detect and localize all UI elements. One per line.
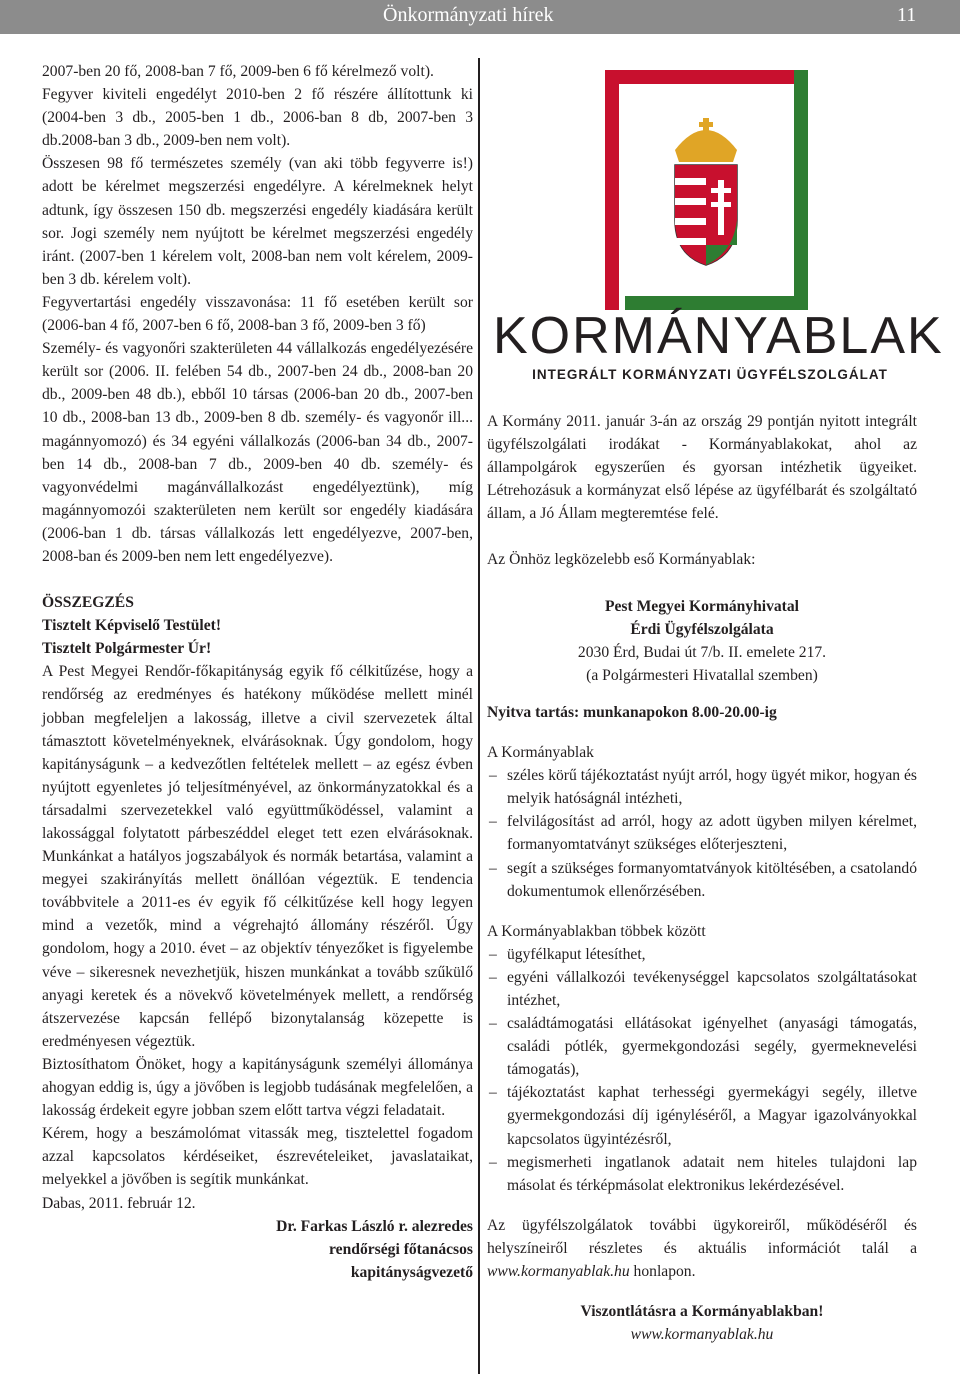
paragraph: A Kormány 2011. január 3-án az ország 29 pontján nyitott integrált ügyfélszolgálati irodákat - Kormányablakokat, ahol az állampolgárok egyszerűen és gyorsan intézhetik ügyeiket. Létrehozásuk a kormányzat első lépése az ügyfélbarát és szolgáltató állam, a Jó Állam megteremtése felé. — [487, 413, 917, 523]
website-link[interactable]: www.kormanyablak.hu — [630, 1326, 774, 1344]
kormanyablak-logo — [485, 60, 944, 400]
list-item: – széles körű tájékoztatást nyújt arról, hogy ügyét mikor, hogyan és melyik hatóságnál intézheti, — [487, 764, 917, 810]
right-column — [487, 410, 917, 1346]
signature-title: kapitányságvezető — [350, 1263, 473, 1281]
signature-title: rendőrségi főtanácsos — [329, 1240, 473, 1258]
summary-heading: ÖSSZEGZÉS — [42, 594, 134, 612]
closing-text: Az ügyfélszolgálatok további ügykoreiről, működéséről és helyszíneiről részletes és aktuális információt talál a — [487, 1216, 917, 1257]
paragraph: Személy- és vagyonőri szakterületen 44 vállalkozás engedélyezésére került sor (2006. II. felében 54 db., 2007-ben 24 db., 2008-ban 20 db., 2009-ben 48 db.), ebből 10 társas (2006-ban 20 db., 2007-ben 10 db., 2008-ban 13 db., 2009-ben 8 db. személy- és vagyonőr ill... magánnyomozó) és 34 egyéni vállalkozás (2006-ban 34 db., 2007-ben 14 db., 2008-ban 7 db., 2009-ben 40 db. személy- és vagyonvédelmi magánvállalkozást engedélyeztünk), míg magánnyomozói szakterületen nem került sor engedély kiadására (2006-ban 1 db. társas vállalkozás lett engedélyezve, 2007-ben, 2008-ban és 2009-ben nem lett engedélyezve). — [42, 340, 473, 565]
logo-brand-text: KORMÁNYABLAK — [493, 307, 944, 365]
left-column — [42, 60, 473, 1284]
closing-suffix: honlapon. — [629, 1263, 696, 1280]
date-line: Dabas, 2011. február 12. — [42, 1194, 196, 1212]
farewell: Viszontlátásra a Kormányablakban! — [580, 1303, 824, 1321]
page-number: 11 — [897, 4, 917, 26]
salutation: Tisztelt Képviselő Testület! — [42, 617, 222, 635]
list-item: – családtámogatási ellátásokat igényelhet (anyasági támogatás, családi pótlék, gyermekgondozási segély, gyermeknevelési támogatás), — [487, 1012, 917, 1081]
column-divider — [478, 58, 480, 1374]
list-item: – megismerheti ingatlanok adatait nem hiteles tulajdoni lap másolat és térképmásolat elektronikus lekérdezésével. — [487, 1151, 917, 1197]
list-title: A Kormányablakban többek között — [487, 922, 706, 940]
list-item: – felvilágosítást ad arról, hogy az adott ügyben milyen kérelmet, formanyomtatványt szükséges előterjeszteni, — [487, 810, 917, 856]
paragraph: Az Önhöz legközelebb eső Kormányablak: — [487, 551, 756, 569]
services-list — [487, 764, 917, 903]
list-item: – ügyfélkaput létesíthet, — [487, 943, 917, 966]
paragraph: Összesen 98 fő természetes személy (van aki több fegyverre is!) adott be kérelmet megszerzési engedélyre. A kérelmeknek helyt adtunk, így összesen 150 db. megszerzési engedély kiadására került sor. Jogi személy nem nyújtott be kérelmet megszerzési engedély iránt. (2007-ben 1 kérelem volt, 2008-ban nem volt kérelem, 2009-ben 3 db. kérelem volt). — [42, 155, 473, 288]
list-item: – segít a szükséges formanyomtatványok kitöltésében, a csatolandó dokumentumok ellenőrzésében. — [487, 857, 917, 903]
signature-name: Dr. Farkas László r. alezredes — [276, 1217, 473, 1235]
list-title: A Kormányablak — [487, 744, 594, 762]
section-title: Önkormányzati hírek — [383, 4, 554, 26]
paragraph — [487, 1214, 917, 1283]
office-branch: Érdi Ügyfélszolgálata — [630, 620, 774, 638]
office-note: (a Polgármesteri Hivatallal szemben) — [586, 666, 818, 684]
paragraph: Biztosíthatom Önöket, hogy a kapitányságunk személyi állománya ahogyan eddig is, úgy a jövőben is legjobb tudásának megfelelően, a lakosság érdekeit egyre jobban szem előtt tartva végzi feladatait. — [42, 1055, 473, 1120]
list-item: – tájékoztatást kaphat terhességi gyermekágyi segély, illetve gyermekgondozási díj igényléséről, a Magyar igazolványokkal kapcsolatos ügyintézésről, — [487, 1081, 917, 1150]
paragraph: 2007-ben 20 fő, 2008-ban 7 fő, 2009-ben 6 fő kérelmező volt). — [42, 63, 434, 80]
paragraph: Fegyver kiviteli engedélyt 2010-ben 2 fő részére állítottunk ki (2004-ben 3 db., 2005-ben 1 db., 2006-ban 8 db, 2007-ben 3 db.2008-ban 3 db., 2009-ben nem volt). — [42, 86, 473, 150]
salutation: Tisztelt Polgármester Úr! — [42, 640, 212, 658]
paragraph: Kérem, hogy a beszámolómat vitassák meg, tisztelettel fogadom azzal kapcsolatos kérdéseiket, észrevételeiket, javaslataikat, melyekkel a jövőben is segítik munkánkat. — [42, 1125, 473, 1189]
paragraph: Fegyvertartási engedély visszavonása: 11 fő esetében került sor (2006-ban 4 fő, 2007-ben 6 fő, 2008-ban 3 fő, 2009-ben 3 fő) — [42, 293, 473, 335]
office-name: Pest Megyei Kormányhivatal — [604, 597, 800, 615]
paragraph: A Pest Megyei Rendőr-főkapitányság egyik fő célkitűzése, hogy a rendőrség az eredményes és hatékony működése mellett minél jobban megfeleljen a lakosság, illetve a civil szervezetek által támasztott követelményeknek, elvárásoknak. Úgy gondolom, hogy kapitányságunk – a kedvezőtlen feltételek mellett – az egész évben nyújtott egyenletes jó teljesítményével, az önkormányzatokkal és a társadalmi szervezetekkel való együttműködéssel, valamint a lakossággal folytatott párbeszéddel eleget tett ezen elvárásoknak. Munkánkat a hatályos jogszabályok és normák betartása, valamint a megyei szakirányítás mellett önállóan végeztük. E tendencia továbbvitele a 2011-es év egyik fő célkitűzése kell hogy legyen mind a vezetők, mind a végrehajtó állomány részéről. Úgy gondolom, hogy a 2010. évet – az objektív tényezőket is figyelembe véve – sikeresnek nevezhetjük, hiszen munkánkat a tovább szűkülő anyagi keretek és a növekvő követelmények mellett, a rendőrség átszervezése kapcsán fellépő bizonytalanság közepette is eredményesen végeztük. — [42, 663, 473, 1050]
services-list — [487, 943, 917, 1197]
logo-tagline: INTEGRÁLT KORMÁNYZATI ÜGYFÉLSZOLGÁLAT — [532, 367, 888, 382]
coat-of-arms-icon — [605, 70, 808, 325]
office-address: 2030 Érd, Budai út 7/b. II. emelete 217. — [577, 643, 827, 661]
opening-hours: Nyitva tartás: munkanapokon 8.00-20.00-ig — [487, 703, 777, 721]
closing-link[interactable]: www.kormanyablak.hu — [487, 1263, 630, 1280]
list-item: – egyéni vállalkozói tevékenységgel kapcsolatos szolgáltatásokat intézhet, — [487, 966, 917, 1012]
page-header — [0, 0, 960, 34]
